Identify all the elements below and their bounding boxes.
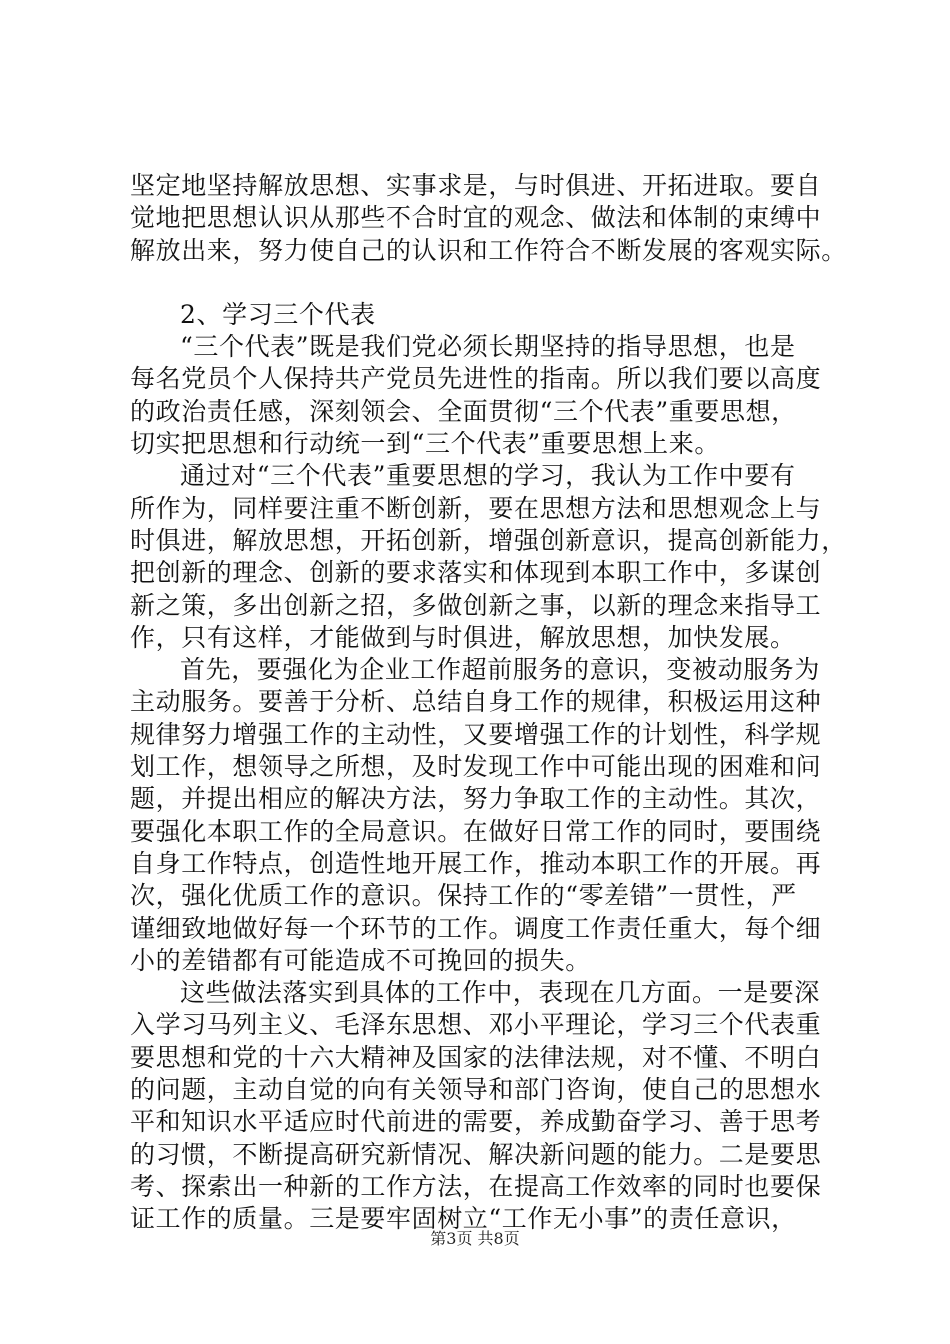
text-line: 这些做法落实到具体的工作中，表现在几方面。一是要深 bbox=[180, 978, 821, 1008]
text-line: 主动服务。要善于分析、总结自身工作的规律，积极运用这种 bbox=[130, 687, 822, 717]
text-line: 自身工作特点，创造性地开展工作，推动本职工作的开展。再 bbox=[130, 848, 822, 878]
text-line: 考、探索出一种新的工作方法，在提高工作效率的同时也要保 bbox=[130, 1171, 822, 1201]
text-line: “三个代表”既是我们党必须长期坚持的指导思想，也是 bbox=[180, 332, 796, 362]
blank-line bbox=[130, 267, 840, 299]
text-line: 通过对“三个代表”重要思想的学习，我认为工作中要有 bbox=[180, 461, 796, 491]
text-line: 切实把思想和行动统一到“三个代表”重要思想上来。 bbox=[130, 429, 720, 459]
text-line: 入学习马列主义、毛泽东思想、邓小平理论，学习三个代表重 bbox=[130, 1010, 822, 1040]
text-line: 小的差错都有可能造成不可挽回的损失。 bbox=[130, 945, 591, 975]
text-line: 把创新的理念、创新的要求落实和体现到本职工作中，多谋创 bbox=[130, 558, 822, 588]
text-line: 解放出来，努力使自己的认识和工作符合不断发展的客观实际。 bbox=[130, 235, 847, 265]
text-line: 时俱进，解放思想，开拓创新，增强创新意识，提高创新能力， bbox=[130, 525, 847, 555]
text-line: 的政治责任感，深刻领会、全面贯彻“三个代表”重要思想， bbox=[130, 396, 797, 426]
section-heading: 2、学习三个代表 bbox=[180, 299, 376, 329]
page-number-label: 第3页 共8页 bbox=[430, 1229, 520, 1248]
text-line: 证工作的质量。三是要牢固树立“工作无小事”的责任意识， bbox=[130, 1204, 797, 1234]
text-line: 平和知识水平适应时代前进的需要，养成勤奋学习、善于思考 bbox=[130, 1107, 822, 1137]
text-line: 坚定地坚持解放思想、实事求是，与时俱进、开拓进取。要自 bbox=[130, 171, 822, 200]
text-line: 的习惯，不断提高研究新情况、解决新问题的能力。二是要思 bbox=[130, 1139, 822, 1169]
text-line: 谨细致地做好每一个环节的工作。调度工作责任重大，每个细 bbox=[130, 913, 822, 943]
text-line: 规律努力增强工作的主动性，又要增强工作的计划性，科学规 bbox=[130, 719, 822, 749]
document-body bbox=[130, 170, 847, 1236]
text-line: 新之策，多出创新之招，多做创新之事，以新的理念来指导工 bbox=[130, 590, 822, 620]
text-line: 要思想和党的十六大精神及国家的法律法规，对不懂、不明白 bbox=[130, 1042, 822, 1072]
page-footer bbox=[0, 1228, 950, 1250]
text-line: 的问题，主动自觉的向有关领导和部门咨询，使自己的思想水 bbox=[130, 1075, 822, 1105]
text-line: 所作为，同样要注重不断创新，要在思想方法和思想观念上与 bbox=[130, 493, 822, 523]
text-line: 作，只有这样，才能做到与时俱进，解放思想，加快发展。 bbox=[130, 622, 796, 652]
text-line: 每名党员个人保持共产党员先进性的指南。所以我们要以高度 bbox=[130, 364, 822, 394]
text-line: 题，并提出相应的解决方法，努力争取工作的主动性。其次， bbox=[130, 784, 822, 814]
text-line: 要强化本职工作的全局意识。在做好日常工作的同时，要围绕 bbox=[130, 816, 822, 846]
text-line: 次，强化优质工作的意识。保持工作的“零差错”一贯性，严 bbox=[130, 881, 797, 911]
text-line: 划工作，想领导之所想，及时发现工作中可能出现的困难和问 bbox=[130, 752, 822, 782]
text-line: 首先，要强化为企业工作超前服务的意识，变被动服务为 bbox=[180, 655, 821, 685]
text-line: 觉地把思想认识从那些不合时宜的观念、做法和体制的束缚中 bbox=[130, 203, 822, 233]
